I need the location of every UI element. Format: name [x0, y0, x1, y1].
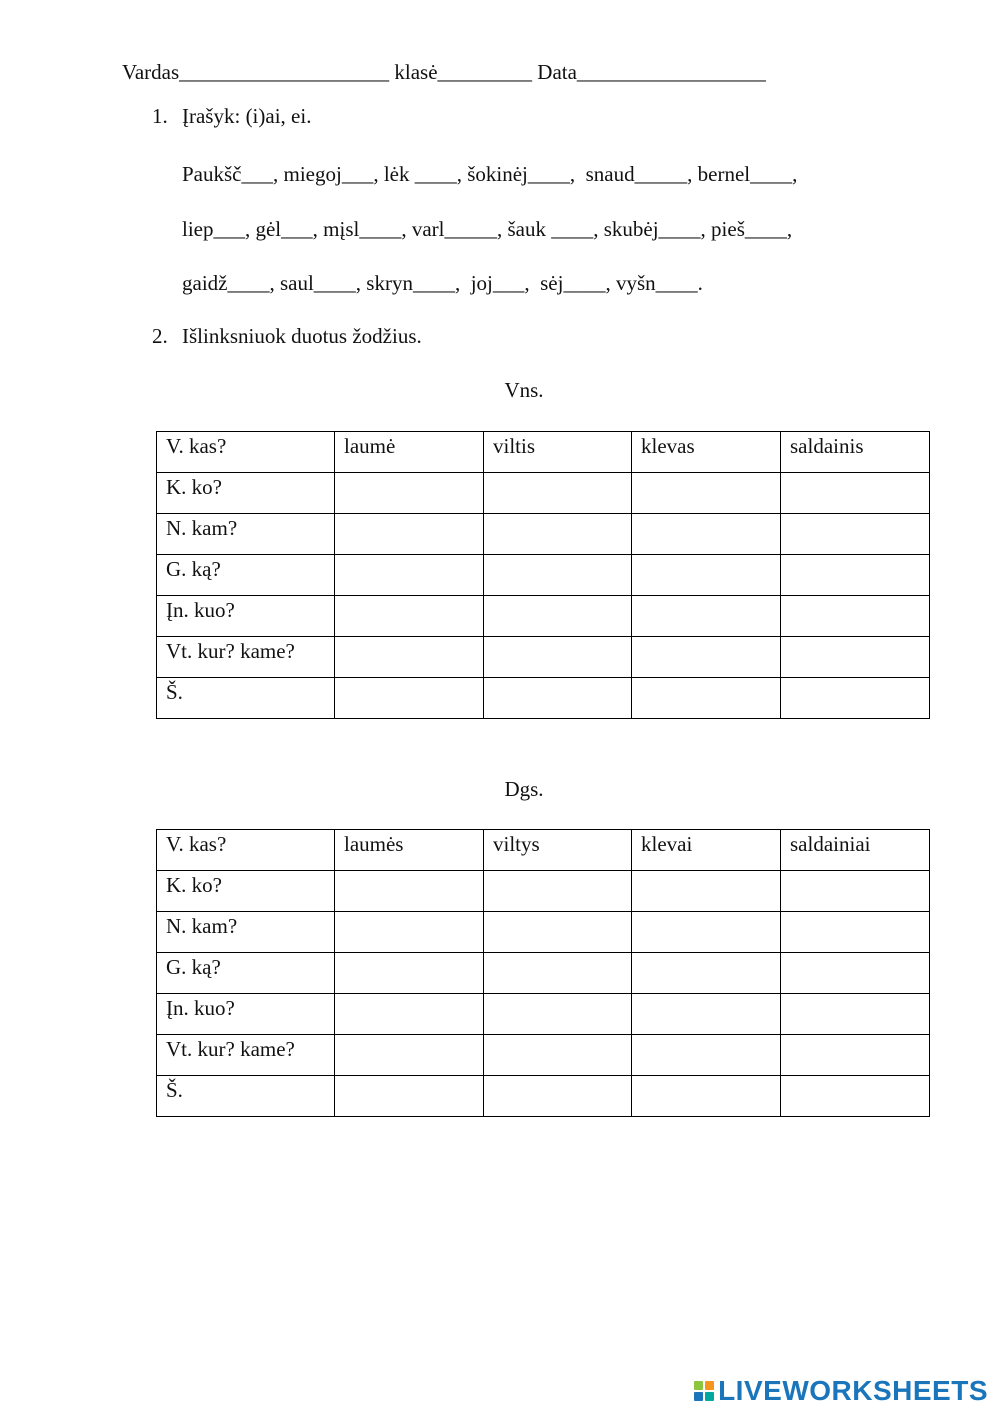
answer-cell[interactable]: [335, 953, 484, 994]
answer-cell[interactable]: [335, 596, 484, 637]
plural-declension-table: [156, 829, 930, 1117]
table-row: [157, 637, 930, 678]
answer-cell[interactable]: [484, 953, 632, 994]
answer-cell[interactable]: [781, 1076, 930, 1117]
answer-cell[interactable]: [335, 912, 484, 953]
case-label: N. kam?: [157, 912, 335, 953]
logo-block: [705, 1381, 714, 1390]
case-label: G. ką?: [157, 555, 335, 596]
case-label: N. kam?: [157, 514, 335, 555]
case-label: Vt. kur? kame?: [157, 1035, 335, 1076]
task1-words-line: gaidž____, saul____, skryn____, joj___, sėj____, vyšn____.: [182, 271, 703, 295]
answer-cell[interactable]: [781, 596, 930, 637]
word-header: laumė: [335, 432, 484, 473]
answer-cell[interactable]: [335, 473, 484, 514]
word-header: laumės: [335, 830, 484, 871]
case-label: Vt. kur? kame?: [157, 637, 335, 678]
table-header-row: [157, 432, 930, 473]
word-header: klevai: [632, 830, 781, 871]
answer-cell[interactable]: [781, 555, 930, 596]
answer-cell[interactable]: [484, 596, 632, 637]
word-header: viltis: [484, 432, 632, 473]
singular-declension-table: [156, 431, 930, 719]
case-label: V. kas?: [157, 830, 335, 871]
liveworksheets-logo: [694, 1376, 988, 1406]
answer-cell[interactable]: [632, 596, 781, 637]
answer-cell[interactable]: [335, 871, 484, 912]
answer-cell[interactable]: [335, 994, 484, 1035]
case-label: Įn. kuo?: [157, 994, 335, 1035]
answer-cell[interactable]: [632, 1076, 781, 1117]
logo-block: [694, 1392, 703, 1401]
case-label: G. ką?: [157, 953, 335, 994]
answer-cell[interactable]: [335, 514, 484, 555]
answer-cell[interactable]: [632, 678, 781, 719]
task2-heading: [152, 326, 422, 347]
logo-block: [705, 1392, 714, 1401]
case-label: Š.: [157, 1076, 335, 1117]
task1-number: 1.: [152, 104, 168, 128]
answer-cell[interactable]: [335, 1076, 484, 1117]
answer-cell[interactable]: [335, 678, 484, 719]
answer-cell[interactable]: [484, 994, 632, 1035]
answer-cell[interactable]: [484, 555, 632, 596]
table-row: [157, 678, 930, 719]
table-header-row: [157, 830, 930, 871]
task1-heading: [152, 106, 311, 127]
answer-cell[interactable]: [632, 912, 781, 953]
answer-cell[interactable]: [484, 514, 632, 555]
case-label: Š.: [157, 678, 335, 719]
answer-cell[interactable]: [484, 912, 632, 953]
logo-block: [694, 1381, 703, 1390]
answer-cell[interactable]: [632, 637, 781, 678]
name-class-date-line: Vardas____________________ klasė_________ Data__________________: [122, 60, 766, 84]
singular-caption: Vns.: [504, 378, 544, 402]
answer-cell[interactable]: [632, 953, 781, 994]
word-header: saldainis: [781, 432, 930, 473]
table-row: [157, 596, 930, 637]
logo-text: LIVEWORKSHEETS: [718, 1375, 988, 1406]
table-row: [157, 555, 930, 596]
word-header: klevas: [632, 432, 781, 473]
answer-cell[interactable]: [781, 514, 930, 555]
plural-caption: Dgs.: [504, 777, 544, 801]
answer-cell[interactable]: [781, 912, 930, 953]
task2-number: 2.: [152, 324, 168, 348]
answer-cell[interactable]: [484, 473, 632, 514]
case-label: K. ko?: [157, 473, 335, 514]
answer-cell[interactable]: [484, 1076, 632, 1117]
table-row: [157, 953, 930, 994]
answer-cell[interactable]: [781, 678, 930, 719]
answer-cell[interactable]: [632, 555, 781, 596]
answer-cell[interactable]: [781, 871, 930, 912]
task1-title: Įrašyk: (i)ai, ei.: [182, 104, 312, 128]
answer-cell[interactable]: [632, 473, 781, 514]
table-row: [157, 514, 930, 555]
case-label: V. kas?: [157, 432, 335, 473]
answer-cell[interactable]: [484, 678, 632, 719]
answer-cell[interactable]: [484, 1035, 632, 1076]
task1-words-line: liep___, gėl___, mįsl____, varl_____, šauk ____, skubėj____, pieš____,: [182, 217, 793, 241]
answer-cell[interactable]: [484, 637, 632, 678]
table-row: [157, 994, 930, 1035]
answer-cell[interactable]: [632, 994, 781, 1035]
answer-cell[interactable]: [781, 473, 930, 514]
task2-title: Išlinksniuok duotus žodžius.: [182, 324, 422, 348]
answer-cell[interactable]: [781, 637, 930, 678]
table-row: [157, 871, 930, 912]
table-row: [157, 1076, 930, 1117]
answer-cell[interactable]: [484, 871, 632, 912]
answer-cell[interactable]: [781, 994, 930, 1035]
answer-cell[interactable]: [335, 555, 484, 596]
answer-cell[interactable]: [632, 1035, 781, 1076]
answer-cell[interactable]: [335, 1035, 484, 1076]
word-header: saldainiai: [781, 830, 930, 871]
task1-words-line: Paukšč___, miegoj___, lėk ____, šokinėj____, snaud_____, bernel____,: [182, 162, 798, 186]
word-header: viltys: [484, 830, 632, 871]
answer-cell[interactable]: [632, 514, 781, 555]
case-label: Įn. kuo?: [157, 596, 335, 637]
answer-cell[interactable]: [781, 1035, 930, 1076]
table-row: [157, 1035, 930, 1076]
answer-cell[interactable]: [781, 953, 930, 994]
table-row: [157, 912, 930, 953]
answer-cell[interactable]: [632, 871, 781, 912]
answer-cell[interactable]: [335, 637, 484, 678]
table-row: [157, 473, 930, 514]
logo-blocks-icon: [694, 1381, 714, 1401]
case-label: K. ko?: [157, 871, 335, 912]
